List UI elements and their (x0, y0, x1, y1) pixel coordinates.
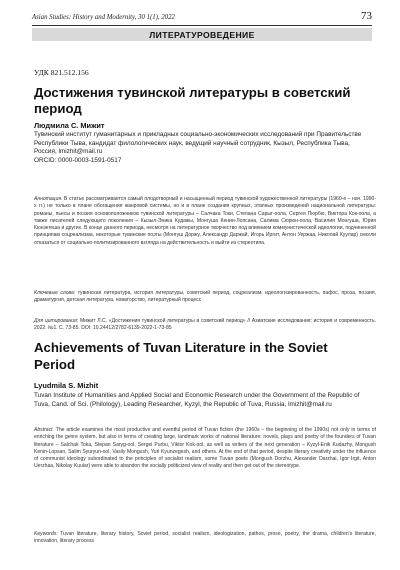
page-number: 73 (361, 10, 372, 22)
affiliation-text-ru: Тувинский институт гуманитарных и прикладных социально-экономических исследований при Правительстве Республики Тыва, кандидат филологических наук, ведущий научный сотрудник, Кызыл, Республика Тыва, Россия, lmizhit@mail.ru (34, 131, 362, 156)
abstract-label-ru: Аннотация. (34, 196, 63, 202)
udk-code: УДК 821.512.156 (34, 68, 89, 77)
section-title: ЛИТЕРАТУРОВЕДЕНИЕ (149, 29, 255, 40)
citation-text-ru: Мижит Л.С. «Достижения тувинской литературы в советский период» // Азиатские исследования: история и современность. 2022. №1. С. 73-85. DOI: 10.24412/2782-6139-2022-1-73-85 (34, 318, 376, 332)
author-affiliation-en: Tuvan Institute of Humanities and Applied Social and Economic Research under the Government of the Republic of Tuva, Cand. of Sci. (Philology), Leading Researcher, Kyzyl, the Republic of Tuva, Russia, lmizhit@mail.ru (34, 392, 360, 408)
keywords-label-en: Keywords: (34, 531, 58, 537)
keywords-ru (34, 290, 376, 305)
article-title-en: Achievements of Tuvan Literature in the Soviet Period (34, 340, 328, 372)
citation-label-ru: Для цитирования: (34, 318, 79, 324)
header-divider (32, 25, 372, 26)
abstract-text-en: The article examines the most productive and eventful period of Tuvan fiction (the 1960s – the beginning of the 1990s) not only in terms of enriching the genre system, but also in terms of creating large, landmark works of national literature: novels, plays and poetry of the founders of Tuvan literature – Salchak Toka, Stepan Saryg-ool, Sergei Purbu, Viktor Kok-ool, as well as writers of the next generation – Kyzyl-Enik Kudazhy, Mongush Kenin-Lopsan, Salim Syuryun-ool, Vasily Mongush, Yuri Kyunzegesh, and others. At the end of that period, despite literary creativity under the influence of communist ideology subordinated to the principles of socialist realism, some Tuvan poets (Mongush Dorzhu, Alexander Darzhai, Igor Irgit, Anton Uerzhaa, Nikolay Kuular) were able to abandon the socially politicized view of reality and then get out of the stereotype. (34, 427, 377, 470)
abstract-text-ru: В статье рассматривается самый плодотворный и насыщенный период тувинской художественной литературы (1960-е – нач. 1990-х гг.) не только в плане обогащения жанровой системы, но и в плане создания крупных, этапных произведений национальной литературы: романы, пьесы и поэзия основоположников тувинской литературы – Салчака Токи, Степана Сарыг-оола, Сергея Пюрбю, Виктора Кок-оола, а также писателей следующего поколения – Кызыл-Эника Кудажы, Монгуша Кенин-Лопсана, Салима Сюрюн-оола, Василия Монгуша, Юрия Кюнзегеша и других. В конце данного периода, несмотря на литературное творчество под влиянием коммунистической идеологии, подчиненной принципам соцреализма, некоторые тувинские поэты (Монгуш Доржу, Александр Даржай, Игорь Иргит, Антон Уержаа, Николай Куулар) смогли отказаться от социально-политизированного взгляда на действительность и выйти из стереотипа. (34, 196, 376, 246)
keywords-text-ru: тувинская литература, история литературы, советский период, соцреализм, идеологизированность, пафос, проза, поэзия, драматургия, детская литература, новаторство, литературный процесс (34, 290, 377, 304)
section-banner (32, 28, 372, 41)
keywords-text-en: Tuvan literature, literary history, Soviet period, socialist realism, ideologization, pathos, prose, poetry, the drama, children's literature, innovation, literary process (34, 531, 376, 545)
orcid: ORCID: 0000-0003-1591-0517 (34, 157, 122, 165)
keywords-en (34, 531, 376, 546)
running-head: Asian Studies: History and Modernity, 30 1(1), 2022 (32, 14, 175, 21)
author-name-en: Lyudmila S. Mizhit (34, 381, 99, 390)
keywords-label-ru: Ключевые слова: (34, 290, 76, 296)
abstract-ru (34, 196, 376, 247)
author-name-ru: Людмила С. Мижит (34, 121, 105, 130)
abstract-label-en: Abstract. (34, 427, 54, 433)
author-affiliation-ru (34, 131, 374, 166)
citation-ru (34, 318, 376, 333)
abstract-en (34, 427, 376, 471)
article-title-ru: Достижения тувинской литературы в советский период (34, 85, 351, 116)
